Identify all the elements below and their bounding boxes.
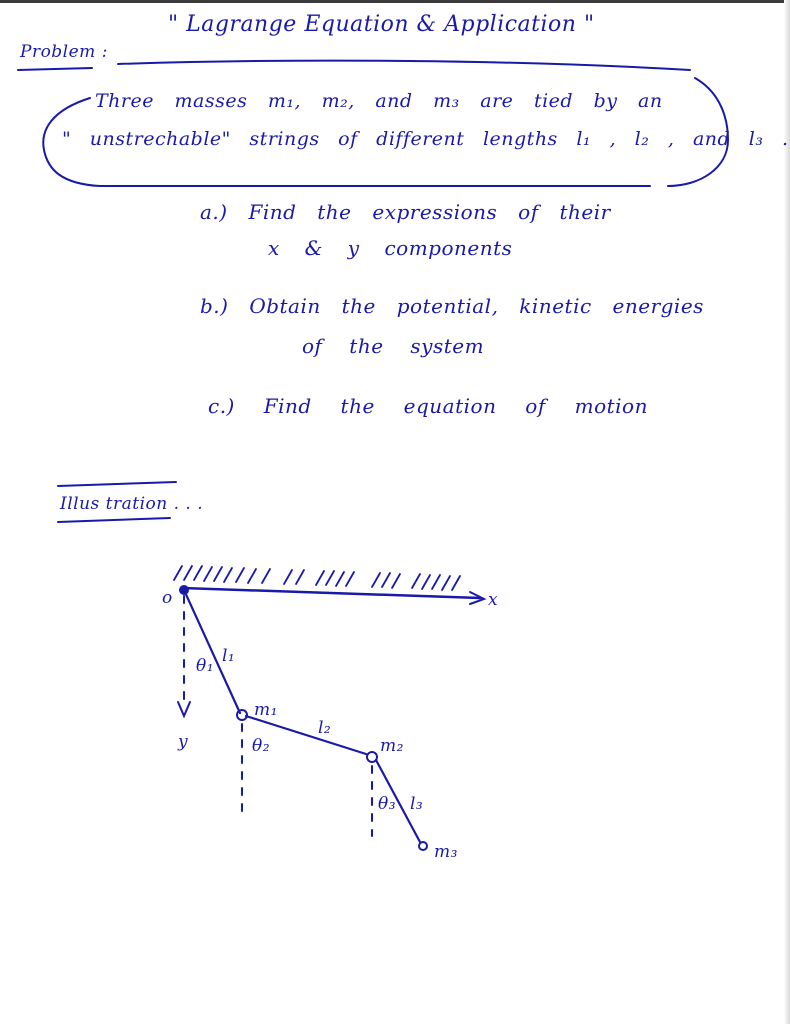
task-b-line-2: of the system	[302, 334, 485, 358]
x-axis-arrowhead	[470, 592, 484, 604]
theta3-label: θ₃	[378, 794, 397, 814]
ceiling-hatching	[174, 566, 460, 590]
l1-label: l₁	[222, 646, 236, 666]
page-right-shadow	[784, 0, 790, 1024]
illustration-underline	[58, 518, 170, 522]
problem-label-underline	[18, 68, 92, 70]
m2-label: m₂	[380, 736, 404, 756]
task-a-line-2: x & y components	[268, 236, 513, 260]
task-b-line-1: b.) Obtain the potential, kinetic energies	[200, 294, 704, 318]
problem-statement-line-1: Three masses m₁, m₂, and m₃ are tied by an	[95, 90, 663, 112]
page-top-edge	[0, 0, 790, 3]
x-axis-label: x	[488, 590, 499, 610]
origin-label: o	[162, 588, 173, 608]
problem-label: Problem :	[20, 42, 108, 62]
y-axis-arrowhead	[178, 702, 190, 716]
l2-label: l₂	[318, 718, 332, 738]
m3-label: m₃	[434, 842, 458, 862]
illustration-label: Illus tration . . .	[60, 494, 204, 514]
ceiling-line	[182, 588, 480, 598]
task-a-line-1: a.) Find the expressions of their	[200, 200, 611, 224]
task-c-line-1: c.) Find the equation of motion	[208, 394, 648, 418]
theta2-label: θ₂	[252, 736, 271, 756]
illustration-overline	[58, 482, 176, 486]
mass-m2	[367, 752, 377, 762]
pivot-point	[180, 586, 188, 594]
page-title: " Lagrange Equation & Application "	[168, 12, 595, 37]
m1-label: m₁	[254, 700, 278, 720]
theta1-label: θ₁	[196, 656, 215, 676]
problem-statement-line-2: " unstrechable" strings of different lengths l₁ , l₂ , and l₃ .	[62, 128, 789, 150]
mass-m1	[237, 710, 247, 720]
mass-m3	[419, 842, 427, 850]
l3-label: l₃	[410, 794, 424, 814]
y-axis-label: y	[178, 732, 189, 752]
title-separator-line	[118, 61, 690, 70]
